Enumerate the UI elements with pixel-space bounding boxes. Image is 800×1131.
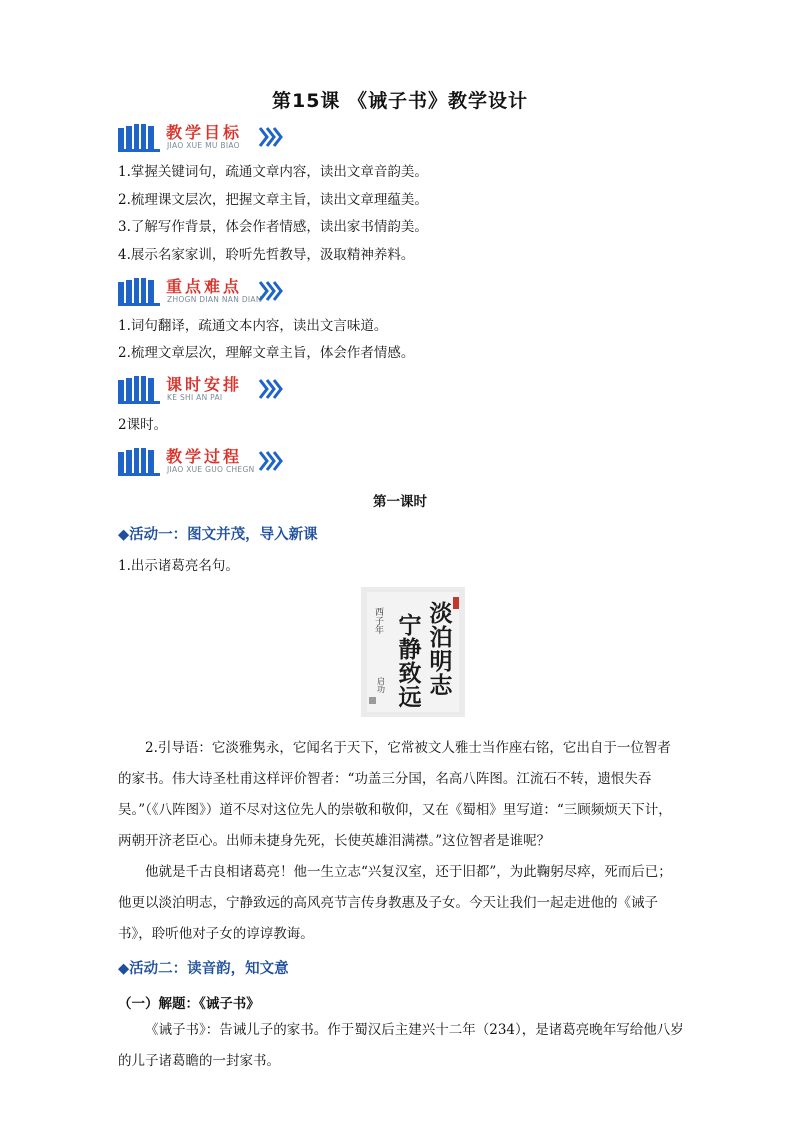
section-title: 教学目标 xyxy=(166,123,243,142)
book-icon xyxy=(118,276,160,306)
activity-one-step: 1.出示诸葛亮名句。 xyxy=(118,558,239,574)
calligraphy-image xyxy=(361,587,465,717)
lesson-heading: 第一课时 xyxy=(373,494,427,510)
calligraphy-middle-column: 宁静致远 xyxy=(394,613,422,709)
section-pinyin: ZHOGN DIAN NAN DIAN xyxy=(167,295,262,304)
section-pinyin: KE SHI AN PAI xyxy=(167,393,223,402)
section-title: 教学过程 xyxy=(166,447,243,466)
paragraph: 《诫子书》：告诫儿子的家书。作于蜀汉后主建兴十二年（234），是诸葛亮晚年写给他八岁的儿子诸葛瞻的一封家书。 xyxy=(118,1022,684,1069)
keypoint-item: 2.梳理文章层次，理解文章主旨，体会作者情感。 xyxy=(118,345,415,361)
keypoint-item: 1.词句翻译，疏通文本内容，读出文言味道。 xyxy=(118,318,388,334)
activity-one-title: ◆活动一：图文并茂，导入新课 xyxy=(118,527,318,543)
goal-item: 4.展示名家家训，聆听先哲教导，汲取精神养料。 xyxy=(118,247,415,263)
chevrons-icon xyxy=(258,124,284,150)
paragraph: 他就是千古良相诸葛亮！他一生立志“兴复汉室，还于旧都”，为此鞠躬尽瘁，死而后已；他更以淡泊明志，宁静致远的高风亮节言传身教惠及子女。今天让我们一起走进他的《诫子书》，聆听他对子女的谆谆教诲。 xyxy=(118,864,672,942)
section-title: 课时安排 xyxy=(166,375,243,394)
goal-item: 1.掌握关键词句，疏通文章内容，读出文章音韵美。 xyxy=(118,164,428,180)
calligraphy-signature: 启功 xyxy=(376,677,386,693)
section-header-keypoints xyxy=(118,274,318,310)
section-header-process xyxy=(118,444,318,480)
section-pinyin: JIAO XUE GUO CHEGN xyxy=(167,465,255,474)
page-title: 第15课 《诫子书》教学设计 xyxy=(271,90,529,112)
goal-item: 2.梳理课文层次，把握文章主旨，读出文章理蕴美。 xyxy=(118,192,428,208)
chevrons-icon xyxy=(258,278,284,304)
subsection-heading: （一）解题：《诫子书》 xyxy=(118,996,260,1012)
paragraph: 2.引导语：它淡雅隽永，它闻名于天下，它常被文人雅士当作座右铭，它出自于一位智者的家书。伟大诗圣杜甫这样评价智者：“功盖三分国，名高八阵图。江流石不转，遗恨失吞吴。”（《八阵图》）道不尽对这位先人的崇敬和敬仰，又在《蜀相》里写道：“三顾频烦天下计，两朝开济老臣心。出师未捷身先死，长使英雄泪满襟。”这位智者是谁呢？ xyxy=(118,740,672,849)
chevrons-icon xyxy=(258,448,284,474)
section-header-goals xyxy=(118,120,318,156)
book-icon xyxy=(118,446,160,476)
section-title: 重点难点 xyxy=(166,277,243,296)
book-icon xyxy=(118,122,160,152)
section-pinyin: JIAO XUE MU BIAO xyxy=(167,141,240,150)
calligraphy-left-inscription: 西子年 xyxy=(373,607,383,634)
book-icon xyxy=(118,374,160,404)
goal-item: 3.了解写作背景，体会作者情感，读出家书情韵美。 xyxy=(118,219,428,235)
calligraphy-right-column: 淡泊明志 xyxy=(425,601,453,697)
section-header-schedule xyxy=(118,372,318,408)
schedule-text: 2课时。 xyxy=(118,417,168,433)
chevrons-icon xyxy=(258,376,284,402)
activity-two-title: ◆活动二：读音韵，知文意 xyxy=(118,961,289,977)
